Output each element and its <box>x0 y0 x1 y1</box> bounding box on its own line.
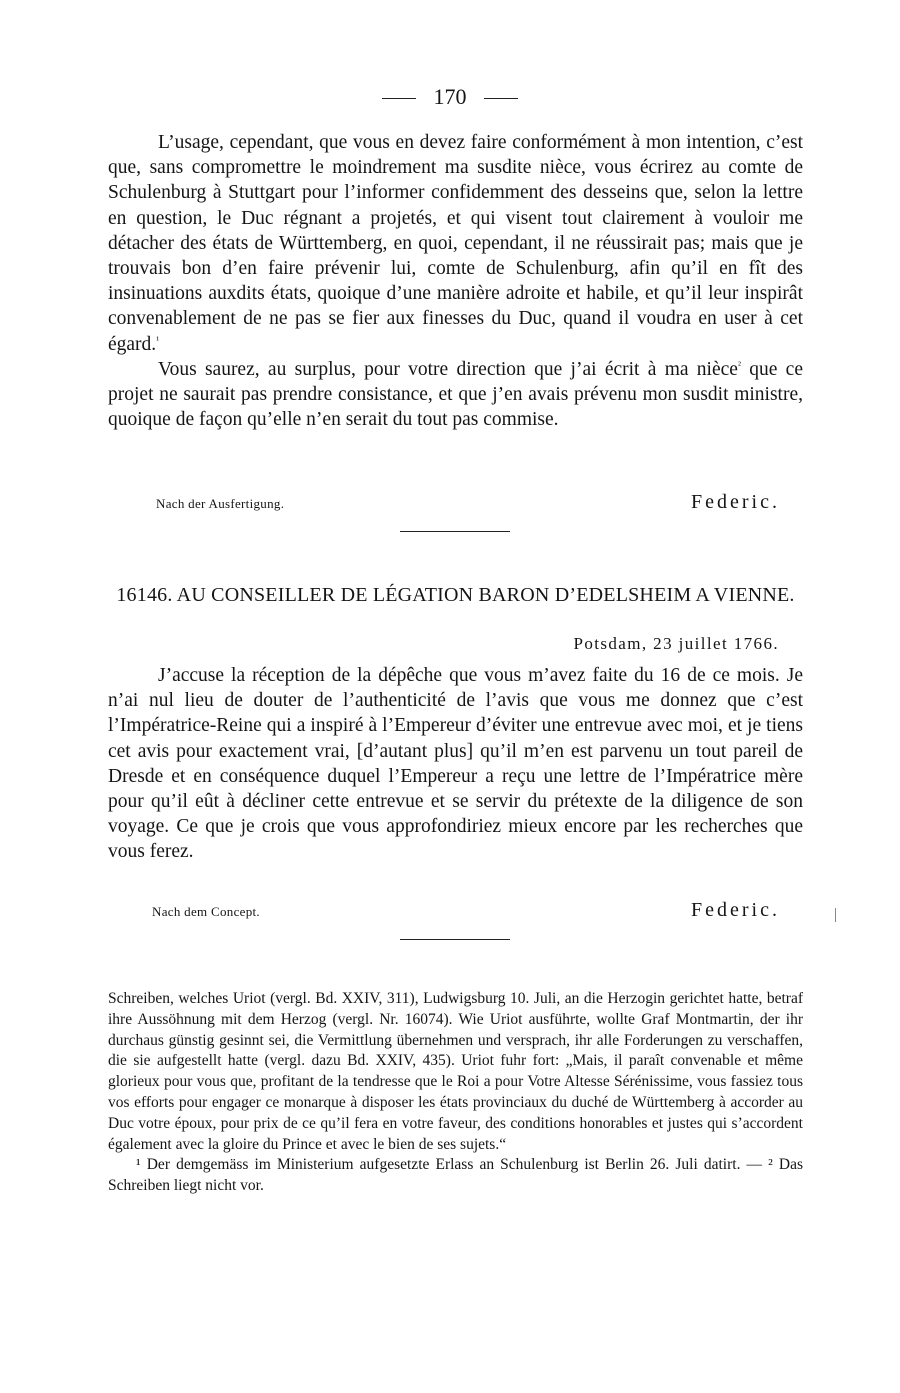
separator-rule-1 <box>400 531 510 532</box>
letter1-signature: Federic. <box>691 491 780 513</box>
margin-mark <box>835 908 836 922</box>
letter2-paragraph: J’accuse la réception de la dépêche que vous m’avez faite du 16 de ce mois. Je n’ai nul lieu de douter de l’authenticité de l’avis que vous me donnez que c’est l’Impératrice-Reine qui a inspiré à l’Empereur d’éviter une entrevue avec moi, et je tiens cet avis pour exactement vrai, [d’autant plus] qu’il m’en est parvenu un tout pareil de Dresde et en conséquence duquel l’Empereur a reçu une lettre de l’Impératrice mère pour qu’il eût à décliner cette entrevue et se servir du prétexte de la diligence de son voyage. Ce que je crois que vous approfondiriez mieux encore par les recherches que vous ferez. <box>108 665 803 863</box>
page-header <box>0 84 900 110</box>
header-dash-right <box>484 98 518 99</box>
letter2-body <box>108 663 803 865</box>
letter1-paragraph-2 <box>108 357 803 433</box>
footnote-ref-2: ² <box>737 359 741 371</box>
letter1-paragraph-1 <box>108 130 803 357</box>
footnote-1: ¹ Der demgemäss im Ministerium aufgesetzte Erlass an Schulenburg ist Berlin 26. Juli datirt. — ² Das Schreiben liegt nicht vor. <box>108 1156 803 1195</box>
footnote-ref-1: ¹ <box>156 334 160 346</box>
letter1-paragraph-2a-text: Vous saurez, au surplus, pour votre direction que j’ai écrit à ma nièce <box>158 358 738 380</box>
letter1-closing <box>108 488 803 514</box>
letter2-dateline: Potsdam, 23 juillet 1766. <box>573 634 779 653</box>
letter-number: 16146. <box>116 584 173 606</box>
letter1-closing-line <box>108 488 780 514</box>
letter-continuation <box>108 130 803 432</box>
letter2-signature: Federic. <box>691 899 780 921</box>
footnote-continuation: Schreiben, welches Uriot (vergl. Bd. XXIV, 311), Ludwigsburg 10. Juli, an die Herzogin gerichtet hatte, betraf ihre Aussöhnung mit dem Herzog (vergl. Nr. 16074). Wie Uriot ausführte, wollte Graf Montmartin, der ihr durchaus günstig gesinnt sei, die Vermittlung übernehmen und versprach, ihr alle Forderungen zu verschaffen, die sie aufgestellt hatte (vergl. dazu Bd. XXIV, 435). Uriot fuhr fort: „Mais, il paraît convenable et même glorieux pour vous que, profitant de la tendresse que le Roi a pour Votre Altesse Sérénissime, vous fassiez tous vos efforts pour engager ce monarque à disposer les états provinciaux du duché de Württemberg à accorder au Duc votre époux, pour prix de ce qu’il fera en votre faveur, des conditions honorables et justes qui s’accordent également avec la gloire du Prince et avec le bien de ses sujets.“ <box>108 990 803 1153</box>
letter-title: AU CONSEILLER DE LÉGATION BARON D’EDELSHEIM A VIENNE. <box>176 584 795 606</box>
letter1-paragraph-2b-text: que ce projet ne saurait pas prendre consistance, et que j’en avais prévenu mon susdit ministre, quoique de façon qu’elle n’en serait du tout pas commise. <box>108 358 803 431</box>
letter1-paragraph-1-text: L’usage, cependant, que vous en devez faire conformément à mon intention, c’est que, sans compromettre le moindrement ma susdite nièce, vous écrirez au comte de Schulenburg à Stuttgart pour l’informer confidemment des desseins que, selon la lettre en question, le Duc régnant a projetés, et qui visent tout clairement à vouloir me détacher des états de Württemberg, en quoi, cependant, il ne réussirait pas; mais que je trouvais bon d’en faire prévenir lui, comte de Schulenburg, afin qu’il en fît des insinuations auxdits états, quoique d’une manière adroite et habile, et qu’il leur inspirât convenablement de ne pas se fier aux finesses du Duc, quand il voudra en user à cet égard. <box>108 132 803 355</box>
separator-rule-2 <box>400 939 510 940</box>
page-number: 170 <box>433 84 467 109</box>
footnotes <box>108 989 803 1197</box>
letter2-heading <box>108 583 803 608</box>
letter2-closing-line <box>108 896 780 922</box>
letter1-source: Nach der Ausfertigung. <box>156 496 285 511</box>
letter2-closing <box>108 896 803 922</box>
header-dash-left <box>382 98 416 99</box>
letter2-source: Nach dem Concept. <box>152 904 260 919</box>
